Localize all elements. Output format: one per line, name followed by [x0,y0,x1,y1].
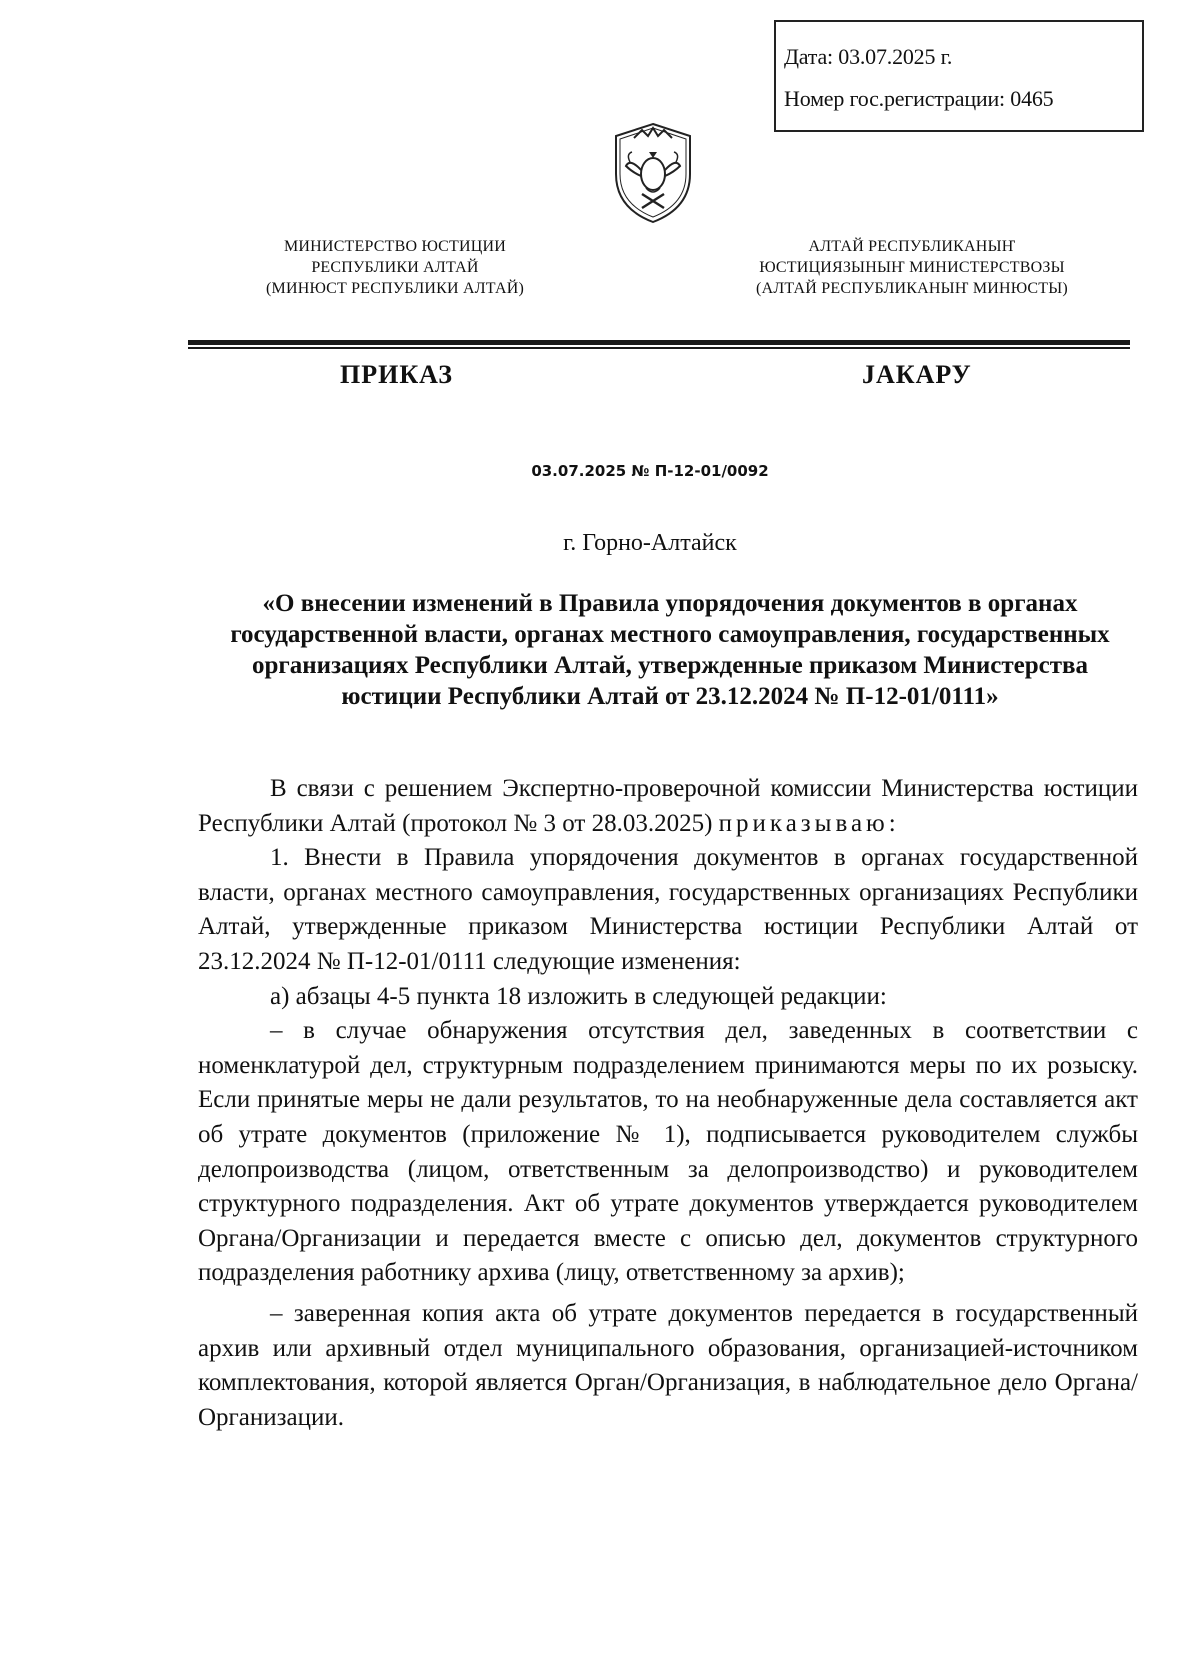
paragraph [198,772,1138,841]
stamp-date-row [784,44,952,70]
header-divider-thin [188,347,1130,349]
doc-body [198,772,1138,1435]
paragraph: – заверенная копия акта об утрате документов передается в государственный архив или архивный отдел муниципального образования, организацией-источником комплектования, которой является Орган/Организация, в наблюдательное дело Органа/Организации. [198,1299,1138,1431]
paragraph-text: В связи с решением Экспертно-проверочной комиссии Министерства юстиции Республики Алтай (протокол № 3 от 28.03.2025) [198,775,1138,837]
header-ministry-alt [722,236,1102,299]
paragraph: – в случае обнаружения отсутствия дел, заведенных в соответствии с номенклатурой дел, структурным подразделением принимаются меры по их розыску. Если принятые меры не дали результатов, то на необнаруженные дела составляется акт об утрате документов (приложение № 1), подписывается руководителем службы делопроизводства (лицом, ответственным за делопроизводство) и руководителем структурного подразделения. Акт об утрате документов утверждается руководителем Органа/Организации и передается вместе с описью дел, документов структурного подразделения работнику архива (лицу, ответственному за архив); [198,1017,1138,1287]
doc-title: «О внесении изменений в Правила упорядочения документов в органах государственной власти, органах местного самоуправления, государственных организациях Республики Алтай, утвержденные приказом Министерства юстиции Республики Алтай от 23.12.2024 № П-12-01/0111» [230,590,1110,710]
paragraph: а) абзацы 4-5 пункта 18 изложить в следующей редакции: [270,982,887,1010]
header-ministry-ru [230,236,560,299]
header-left-line: МИНИСТЕРСТВО ЮСТИЦИИ [284,238,506,255]
doc-city: г. Горно-Алтайск [563,530,737,556]
header-left-line: (МИНЮСТ РЕСПУБЛИКИ АЛТАЙ) [265,280,525,297]
header-divider [188,340,1130,345]
header-right-line: ЮСТИЦИЯЗЫНЫҤ МИНИСТЕРСТВОЗЫ [759,259,1065,276]
registration-stamp [774,20,1144,132]
stamp-reg-row [784,86,1053,112]
stamp-date-value: 03.07.2025 г. [838,44,953,69]
doc-type-ru: ПРИКАЗ [340,360,454,389]
header-right-line: АЛТАЙ РЕСПУБЛИКАНЫҤ [808,238,1016,255]
doc-type-alt: ЈАКАРУ [862,360,972,389]
stamp-reg-value: 0465 [1010,86,1054,111]
order-word: приказываю: [718,809,900,837]
stamp-reg-label: Номер гос.регистрации: [784,86,1005,111]
doc-number: 03.07.2025 № П-12-01/0092 [531,462,769,480]
paragraph: 1. Внести в Правила упорядочения документов в органах государственной власти, органах местного самоуправления, государственных организациях Республики Алтай, утвержденные приказом Министерства юстиции Республики Алтай от 23.12.2024 № П-12-01/0111 следующие изменения: [198,844,1138,975]
header-left-line: РЕСПУБЛИКИ АЛТАЙ [311,259,479,276]
stamp-date-label: Дата: [784,44,833,69]
coat-of-arms-icon [612,122,694,224]
header-right-line: (АЛТАЙ РЕСПУБЛИКАНЫҤ МИНЮСТЫ) [756,280,1068,297]
